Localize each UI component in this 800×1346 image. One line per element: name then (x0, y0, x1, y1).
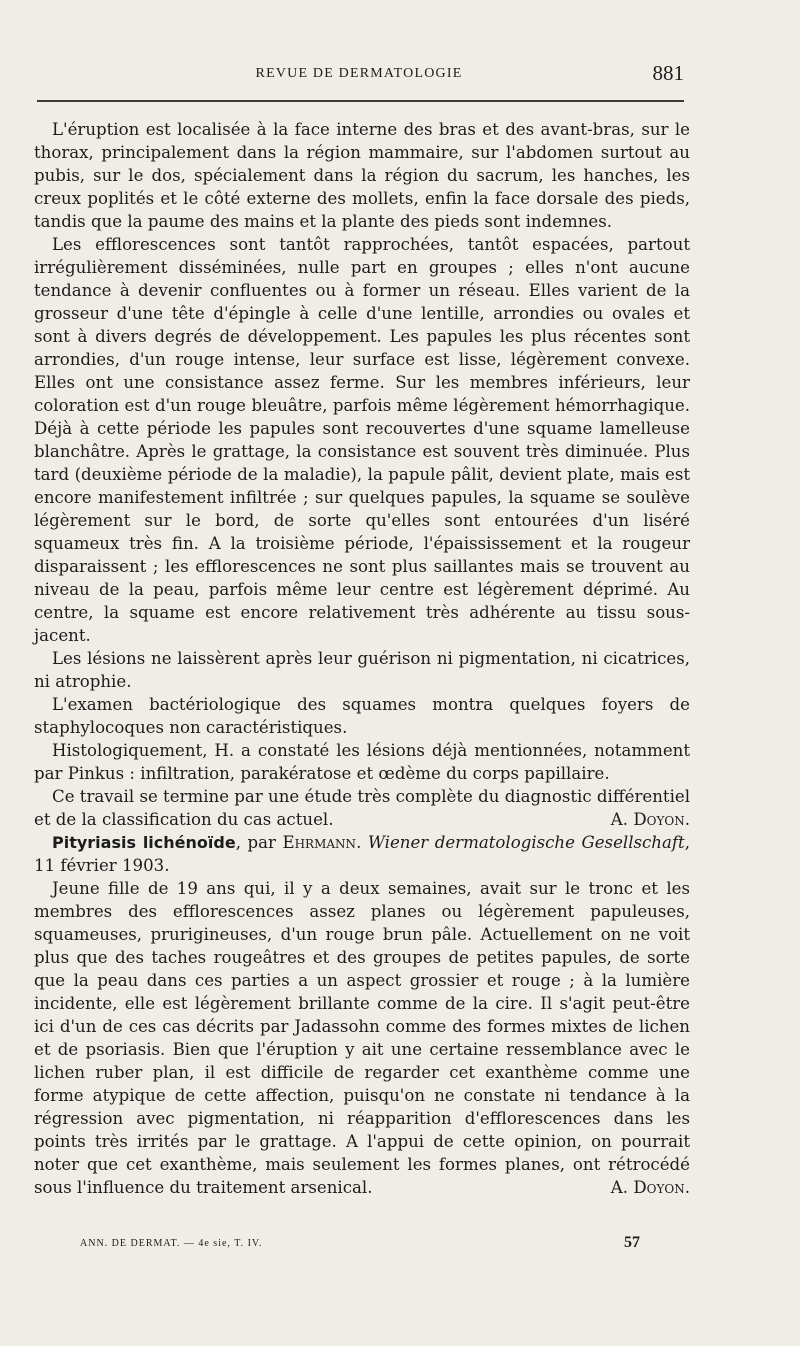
footer-number: 57 (624, 1234, 640, 1251)
body-text (34, 118, 690, 1199)
paragraph: Les lésions ne laissèrent après leur guérison ni pigmentation, ni cicatrices, ni atrophie. (34, 649, 690, 691)
paragraph: Les efflorescences sont tantôt rapprochées, tantôt espacées, partout irrégulièrement disséminées, nulle part en groupes ; elles n'ont aucune tendance à devenir confluentes ou à former un réseau. Elles varient de la grosseur d'une tête d'épingle à celle d'une lentille, arrondies ou ovales et sont à divers degrés de développement. Les papules les plus récentes sont arrondies, d'un rouge intense, leur surface est lisse, légèrement convexe. Elles ont une consistance assez ferme. Sur les membres inférieurs, leur coloration est d'un rouge bleuâtre, parfois même légèrement hémorrhagique. Déjà à cette période les papules sont recouvertes d'une squame lamelleuse blanchâtre. Après le grattage, la consistance est souvent très diminuée. Plus tard (deuxième période de la maladie), la papule pâlit, devient plate, mais est encore manifestement infiltrée ; sur quelques papules, la squame se soulève légèrement sur le bord, de sorte qu'elles sont entourées d'un liséré squameux très fin. A la troisième période, l'épaississement et la rougeur disparaissent ; les efflorescences ne sont plus saillantes mais se trouvent au niveau de la peau, parfois même leur centre est légèrement déprimé. Au centre, la squame est encore relativement très adhérente au tissu sous-jacent. (34, 235, 690, 645)
page-header (34, 61, 684, 88)
running-title: REVUE DE DERMATOLOGIE (255, 66, 463, 81)
paragraph-with-signature (34, 785, 690, 831)
paragraph-with-signature (34, 877, 690, 1199)
paragraph-text: Ce travail se termine par une étude très complète du diagnostic différentiel et de la classification du cas actuel. (34, 787, 690, 829)
section-author: Ehrmann (282, 833, 357, 852)
signature: A. Doyon. (610, 1178, 690, 1197)
section-journal: Wiener dermatologische Gesellschaft (367, 833, 685, 852)
paragraph: Histologiquement, H. a constaté les lésions déjà mentionnées, notamment par Pinkus : infiltration, parakératose et œdème du corps papillaire. (34, 741, 690, 783)
paragraph: L'éruption est localisée à la face interne des bras et des avant-bras, sur le thorax, principalement dans la région mammaire, sur l'abdomen surtout au pubis, sur le dos, spécialement dans la région du sacrum, les hanches, les creux poplités et le côté externe des mollets, enfin la face dorsale des pieds, tandis que la paume des mains et la plante des pieds sont indemnes. (34, 120, 690, 231)
paragraph: L'examen bactériologique des squames montra quelques foyers de staphylocoques non caractéristiques. (34, 695, 690, 737)
signature: A. Doyon. (610, 810, 690, 829)
section-heading (34, 831, 690, 877)
footer-signature-mark: ANN. DE DERMAT. — 4e sie, T. IV. (80, 1238, 263, 1249)
section-title: Pityriasis lichénoïde (52, 833, 236, 852)
paragraph-text: Jeune fille de 19 ans qui, il y a deux semaines, avait sur le tronc et les membres des efflorescences assez planes ou légèrement papuleuses, squameuses, prurigineuses, d'un rouge brun pâle. Actuellement on ne voit plus que des taches rougeâtres et des groupes de petites papules, de sorte que la peau dans ces parties a un aspect grossier et rouge ; à la lumière incidente, elle est légèrement brillante comme de la cire. Il s'agit peut-être ici d'un de ces cas décrits par Jadassohn comme des formes mixtes de lichen et de psoriasis. Bien que l'éruption y ait une certaine ressemblance avec le lichen ruber plan, il est difficile de regarder cet exanthème comme une forme atypique de cette affection, puisqu'on ne constate ni tendance à la régression avec pigmentation, ni réapparition d'efflorescences dans les points très irrités par le grattage. A l'appui de cette opinion, on pourrait noter que cet exanthème, mais seulement les formes planes, ont rétrocédé sous l'influence du traitement arsenical. (34, 879, 690, 1197)
section-sep: . (356, 833, 368, 852)
page-footer (80, 1234, 640, 1258)
section-date: , 11 février 1903. (34, 833, 690, 875)
section-by: , par (235, 833, 283, 852)
header-rule (37, 100, 684, 102)
page-number: 881 (652, 61, 684, 85)
